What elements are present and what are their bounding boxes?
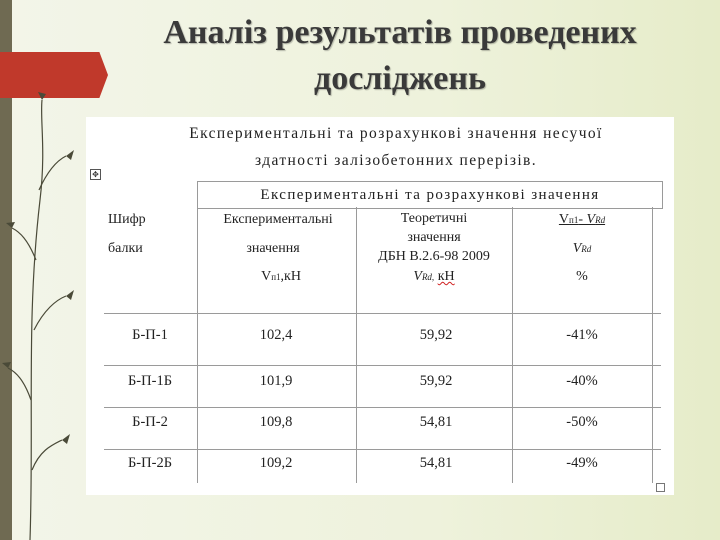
- row-code: Б-П-2: [132, 414, 168, 430]
- slide-title-line2: досліджень: [314, 60, 486, 97]
- row-code: Б-П-1Б: [127, 373, 173, 389]
- grid-line: [197, 181, 198, 483]
- row-diff: -49%: [566, 455, 598, 471]
- row-exp: 101,9: [259, 373, 293, 389]
- grid-line: [512, 207, 513, 483]
- row-theor: 59,92: [419, 327, 453, 343]
- col-exp-unit: Vп1,кН: [261, 269, 301, 284]
- slide-title: [110, 10, 690, 102]
- col-theor-header-line1: Теоретичні: [400, 211, 468, 226]
- grid-line: [104, 407, 661, 408]
- grid-line: [104, 449, 661, 450]
- table-caption-line2: здатності залізобетонних перерізів.: [254, 152, 538, 169]
- row-theor: 54,81: [419, 455, 453, 471]
- row-code: Б-П-1: [132, 327, 168, 343]
- col-code-header-line2: балки: [108, 241, 143, 256]
- row-diff: -40%: [566, 373, 598, 389]
- grid-line: [104, 313, 661, 314]
- grid-line: [104, 365, 661, 366]
- col-theor-unit: VRd, кН: [413, 269, 455, 284]
- row-exp: 109,2: [259, 455, 293, 471]
- document-image: [86, 117, 674, 495]
- row-diff: -50%: [566, 414, 598, 430]
- col-diff-unit: %: [576, 269, 588, 284]
- grid-line: [652, 207, 653, 483]
- col-exp-header-line1: Експериментальні: [223, 212, 333, 227]
- col-theor-header-line2: значення: [407, 230, 461, 245]
- col-diff-numerator: Vп1- VRd: [558, 212, 606, 227]
- row-diff: -41%: [566, 327, 598, 343]
- table-caption-line1: Експериментальні та розрахункові значення несучої: [189, 125, 603, 142]
- col-diff-denominator: VRd: [572, 241, 592, 256]
- grid-line: [356, 207, 357, 483]
- row-exp: 102,4: [259, 327, 293, 343]
- row-theor: 59,92: [419, 373, 453, 389]
- table-resize-handle[interactable]: [656, 483, 665, 492]
- row-exp: 109,8: [259, 414, 293, 430]
- col-code-header-line1: Шифр: [108, 212, 146, 227]
- slide-title-line1: Аналіз результатів проведених: [163, 14, 637, 51]
- merged-header: Експериментальні та розрахункові значення: [197, 181, 663, 209]
- row-code: Б-П-2Б: [127, 455, 173, 471]
- col-exp-header-line2: значення: [246, 241, 300, 256]
- row-theor: 54,81: [419, 414, 453, 430]
- col-theor-header-line3: ДБН В.2.6-98 2009: [378, 249, 490, 264]
- table-move-handle-icon[interactable]: ✥: [90, 169, 101, 180]
